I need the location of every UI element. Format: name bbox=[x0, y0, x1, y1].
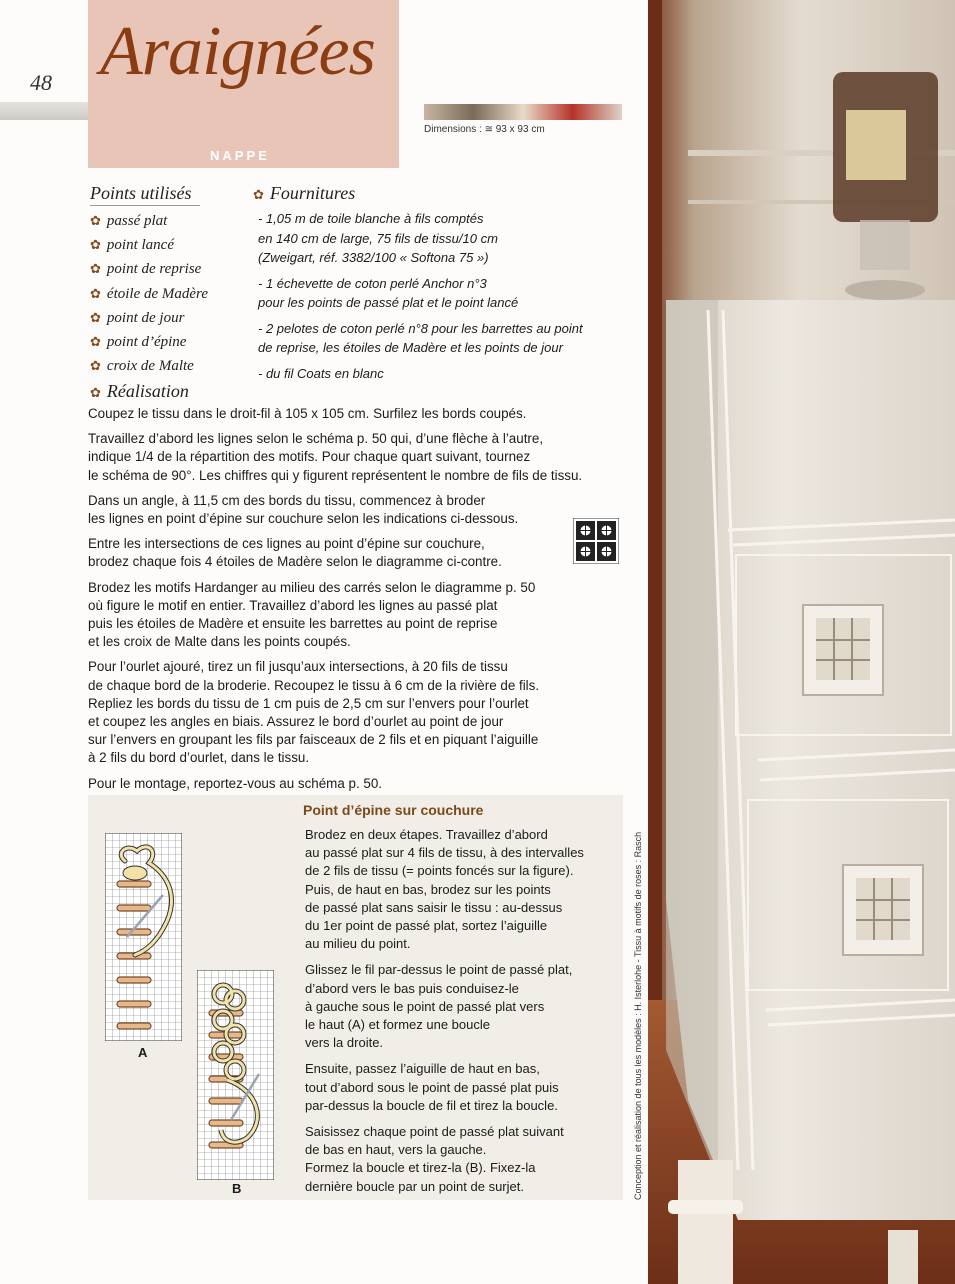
flower-icon: ✿ bbox=[90, 309, 101, 325]
paragraph: Coupez le tissu dans le droit-fil à 105 x 105 cm. Surfilez les bords coupés. bbox=[88, 406, 527, 421]
list-item: ✿ point de reprise bbox=[90, 261, 202, 278]
flower-icon: ✿ bbox=[90, 285, 101, 301]
list-item: ✿ point lancé bbox=[90, 237, 174, 254]
page-subtitle: NAPPE bbox=[210, 148, 270, 163]
fournitures-heading: ✿ Fournitures bbox=[253, 183, 356, 203]
paragraph: Brodez en deux étapes. Travaillez d’abord au passé plat sur 4 fils de tissu, à des intervalles de 2 fils de tissu (= points foncés sur la figure). Puis, de haut en bas, brodez sur les points de passé plat sans saisir le tissu : au-dessus du 1er point de passé plat, sortez l’aiguille au milieu du point. bbox=[305, 827, 584, 952]
stitch-diagram-b bbox=[197, 970, 274, 1180]
instruction-text bbox=[305, 826, 620, 1204]
list-item: ✿ point de jour bbox=[90, 309, 185, 326]
tablecloth-photo bbox=[648, 0, 955, 1284]
list-item: - 2 pelotes de coton perlé n°8 pour les barrettes au point de reprise, les étoiles de Madère et les points de jour bbox=[258, 320, 583, 355]
points-heading: Points utilisés bbox=[90, 183, 192, 203]
realisation-body bbox=[88, 405, 628, 800]
paragraph: Glissez le fil par-dessus le point de passé plat, d’abord vers le bas puis conduisez-le à gauche sous le point de passé plat vers le haut (A) et formez une boucle vers la droite. bbox=[305, 962, 573, 1051]
paragraph: Saisissez chaque point de passé plat suivant de bas en haut, vers la gauche. Formez la boucle et tirez-la (B). Fixez-la dernière boucle par un point de surjet. bbox=[305, 1124, 564, 1194]
paragraph: Pour le montage, reportez-vous au schéma p. 50. bbox=[88, 775, 383, 791]
madere-star-diagram-icon bbox=[573, 518, 619, 564]
list-item: ✿ point d’épine bbox=[90, 334, 187, 351]
list-item: ✿ croix de Malte bbox=[90, 358, 194, 375]
list-item: - du fil Coats en blanc bbox=[258, 365, 384, 381]
flower-icon: ✿ bbox=[90, 261, 101, 277]
page-number-rule bbox=[0, 102, 88, 120]
points-heading-rule bbox=[90, 205, 200, 206]
list-item: ✿ étoile de Madère bbox=[90, 285, 208, 302]
flower-icon: ✿ bbox=[90, 237, 101, 253]
credit-text: Conception et réalisation de tous les modèles : H. Isterlohe - Tissu à motifs de roses : Rasch bbox=[633, 831, 643, 1200]
list-item: - 1 échevette de coton perlé Anchor n°3 pour les points de passé plat et le point lancé bbox=[258, 275, 519, 310]
flower-icon: ✿ bbox=[90, 385, 101, 400]
paragraph: Ensuite, passez l’aiguille de haut en bas, tout d’abord sous le point de passé plat puis par-dessus la boucle de fil et tirez la boucle. bbox=[305, 1061, 559, 1113]
realisation-heading: ✿ Réalisation bbox=[90, 381, 189, 401]
list-item: - 1,05 m de toile blanche à fils comptés en 140 cm de large, 75 fils de tissu/10 cm (Zweigart, réf. 3382/100 « Softona 75 ») bbox=[258, 211, 498, 265]
dimensions-text: Dimensions : ≅ 93 x 93 cm bbox=[424, 124, 545, 135]
header-photo-strip bbox=[424, 104, 622, 120]
page-number: 48 bbox=[30, 70, 52, 95]
flower-icon: ✿ bbox=[90, 213, 101, 228]
paragraph: Travaillez d’abord les lignes selon le schéma p. 50 qui, d’une flèche à l’autre, indique 1/4 de la répartition des motifs. Pour chaque quart suivant, tournez le schéma de 90°. Les chiffres qui y figurent représentent le nombre de fils de tissu. bbox=[88, 431, 583, 483]
instruction-title: Point d’épine sur couchure bbox=[303, 802, 484, 818]
points-list bbox=[90, 209, 208, 378]
paragraph: Entre les intersections de ces lignes au point d’épine sur couchure, brodez chaque fois 4 étoiles de Madère selon le diagramme ci-contre. bbox=[88, 536, 502, 570]
paragraph: Dans un angle, à 11,5 cm des bords du tissu, commencez à broder les lignes en point d’épine sur couchure selon les indications ci-dessous. bbox=[88, 492, 519, 527]
diagram-a-label: A bbox=[138, 1045, 148, 1060]
flower-icon: ✿ bbox=[90, 334, 101, 350]
page-title: Araignées bbox=[100, 13, 375, 90]
diagram-b-label: B bbox=[232, 1181, 242, 1196]
flower-icon: ✿ bbox=[90, 358, 101, 374]
stitch-diagram-a bbox=[105, 833, 182, 1041]
paragraph: Brodez les motifs Hardanger au milieu des carrés selon le diagramme p. 50 où figure le motif en entier. Travaillez d’abord les lignes au passé plat puis les étoiles de Madère et ensuite les barrettes au point de reprise et les croix de Malte dans les points coupés. bbox=[88, 579, 536, 650]
list-item: ✿ passé plat bbox=[90, 213, 168, 229]
flower-icon: ✿ bbox=[253, 187, 264, 202]
paragraph: Pour l’ourlet ajouré, tirez un fil jusqu’aux intersections, à 20 fils de tissu de chaque bord de la broderie. Recoupez le tissu à 6 cm de la rivière de fils. Repliez les bords du tissu de 1 cm puis de 2,5 cm sur l’envers pour l’ourlet et coupez les angles en biais. Assurez le bord d’ourlet au point de jour sur l’envers en groupant les fils par faisceaux de 2 fils et en piquant l’aiguille à 2 fils du bord d’ourlet, dans le tissu. bbox=[88, 659, 540, 766]
fournitures-list bbox=[258, 209, 638, 389]
